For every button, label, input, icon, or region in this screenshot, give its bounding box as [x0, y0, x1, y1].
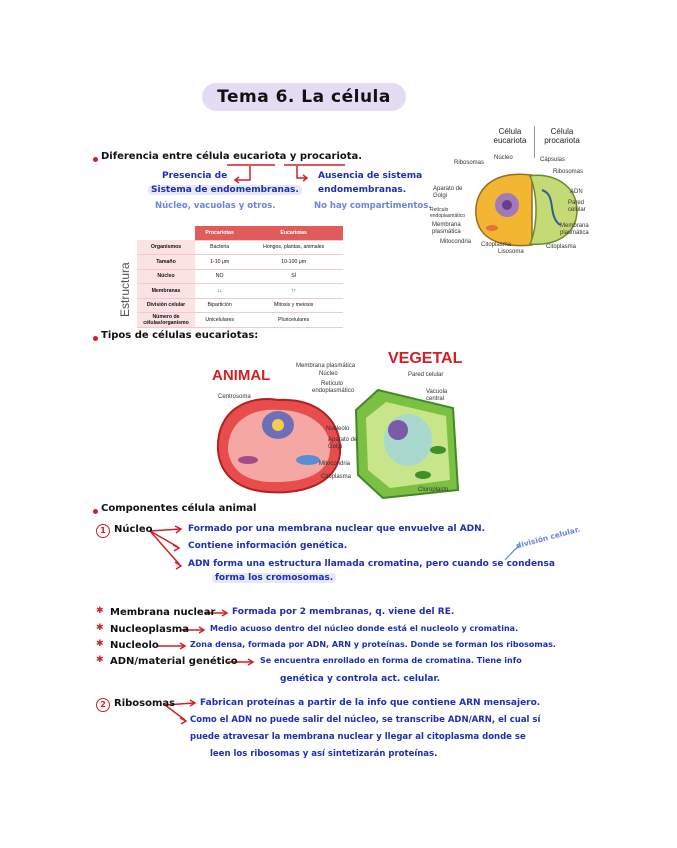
- table-header-eu: Eucariotas: [244, 226, 343, 240]
- section1-heading: Diferencia entre célula eucariota y procariota.: [101, 151, 363, 162]
- table-header-pro: Procariotas: [195, 226, 244, 240]
- label-centrosoma: Centrosoma: [218, 394, 251, 400]
- star-bullet: ✱: [96, 639, 104, 649]
- row-label: Número de células/organismo: [137, 313, 195, 328]
- cell-pro: NO: [195, 269, 244, 284]
- row-label: Tamaño: [137, 255, 195, 270]
- eucariota-note-1: Presencia de: [162, 171, 228, 181]
- procariota-note-1: Ausencia de sistema: [318, 171, 423, 181]
- label-animal: ANIMAL: [212, 367, 271, 384]
- section3-heading: Componentes célula animal: [101, 503, 257, 514]
- label-reticulo-av: Retículo endoplasmático: [312, 381, 355, 394]
- label-membrana: Membrana plasmática: [432, 222, 461, 235]
- col-eucariota: Célula eucariota: [493, 127, 527, 145]
- table-row: [137, 269, 343, 284]
- sub-item-text: Formada por 2 membranas, q. viene del RE.: [232, 607, 455, 617]
- row-label: División celular: [137, 298, 195, 313]
- table-row: [137, 284, 343, 299]
- cell-eu: ↑↑: [244, 284, 343, 299]
- label-nucleo-av: Núcleo: [319, 371, 338, 377]
- label-vegetal: VEGETAL: [388, 350, 463, 367]
- label-citoplasma-pro: Citoplasma: [546, 244, 577, 250]
- label-vacuola: Vacuola central: [426, 389, 448, 402]
- row-label: Organismos: [137, 240, 195, 255]
- procariota-note-3: No hay compartimentos.: [314, 201, 432, 211]
- label-golgi: Aparato de Golgi: [433, 186, 463, 199]
- animal-vegetal-figure: [208, 350, 468, 500]
- table-row: [137, 298, 343, 313]
- label-citoplasma: Citoplasma: [481, 242, 512, 248]
- label-nucleo: Núcleo: [494, 155, 513, 161]
- sub-item-text: Se encuentra enrollado en forma de cromatina. Tiene info: [260, 656, 522, 665]
- cell-pro: Bacteria: [195, 240, 244, 255]
- label-lisosoma: Lisosoma: [498, 249, 524, 255]
- item1-label: Núcleo: [114, 524, 153, 535]
- label-adn: ADN: [570, 189, 583, 195]
- row-label: Núcleo: [137, 269, 195, 284]
- label-pared-celular: Pared celular: [408, 372, 444, 378]
- section2-heading: Tipos de células eucariotas:: [101, 330, 259, 341]
- number-badge-1: 1: [96, 524, 110, 538]
- eucariota-note-3: Núcleo, vacuolas y otros.: [155, 201, 276, 211]
- cell-illustration: [472, 170, 582, 250]
- table-row: [137, 255, 343, 270]
- cell-pro: 1-10 μm: [195, 255, 244, 270]
- item2-line2: Como el ADN no puede salir del núcleo, se transcribe ADN/ARN, el cual sí: [190, 715, 541, 725]
- eu-pro-diagram: [430, 122, 600, 262]
- item1-line3: ADN forma una estructura llamada cromatina, pero cuando se condensa: [188, 559, 555, 569]
- estructura-text: Estructura: [118, 262, 132, 317]
- sub-item-text: Medio acuoso dentro del núcleo donde está el nucleolo y cromatina.: [210, 624, 519, 633]
- cell-pro: Bipartición: [195, 298, 244, 313]
- procariota-note-2: endomembranas.: [318, 185, 407, 195]
- label-nucleolo: Nucleolo: [326, 426, 350, 432]
- label-ribosomas: Ribosomas: [454, 160, 485, 166]
- label-mitocondria: Mitocondria: [440, 239, 472, 245]
- item2-line4: leen los ribosomas y así sintetizarán proteínas.: [210, 749, 438, 759]
- cell-eu: Pluricelulares: [244, 313, 343, 328]
- label-ribosomas-pro: Ribosomas: [553, 169, 584, 175]
- number-badge-2: 2: [96, 698, 110, 712]
- label-golgi-av: Aparato de Golgi: [328, 437, 358, 450]
- label-membrana-plasmatica: Membrana plasmática: [296, 363, 356, 369]
- sub-item-label: ADN/material genético: [110, 656, 238, 667]
- side-note: división celular.: [514, 524, 582, 551]
- item1-line4: forma los cromosomas.: [212, 573, 336, 583]
- adn-line2: genética y controla act. celular.: [280, 674, 441, 684]
- item2-label: Ribosomas: [114, 698, 176, 709]
- cell-eu: 10-100 μm: [244, 255, 343, 270]
- table-header-row: [137, 226, 343, 240]
- label-reticulo: Retículo endoplasmático: [430, 207, 466, 219]
- sub-item-label: Nucleoplasma: [110, 624, 189, 635]
- comparison-table: [137, 226, 343, 328]
- table-header-blank: [137, 226, 195, 240]
- item2-line1: Fabrican proteínas a partir de la info que contiene ARN mensajero.: [200, 698, 541, 708]
- label-cloroplasto: Cloroplasto: [418, 487, 449, 493]
- label-pared: Pared celular: [568, 200, 586, 213]
- label-capsulas: Cápsulas: [540, 157, 566, 163]
- estructura-side-label: [116, 238, 134, 320]
- sub-item-text: Zona densa, formada por ADN, ARN y proteínas. Donde se forman los ribosomas.: [190, 640, 556, 649]
- eucariota-note-2: Sistema de endomembranas.: [148, 185, 302, 195]
- col-divider: [534, 126, 535, 158]
- label-mitocondria-av: Mitocondria: [319, 461, 351, 467]
- sub-item-label: Membrana nuclear: [110, 607, 216, 618]
- label-citoplasma-av: Citoplasma: [321, 474, 352, 480]
- sub-item-label: Nucleolo: [110, 640, 159, 651]
- item1-line1: Formado por una membrana nuclear que envuelve al ADN.: [188, 524, 486, 534]
- item2-line3: puede atravesar la membrana nuclear y llegar al citoplasma donde se: [190, 732, 526, 742]
- star-bullet: ✱: [96, 606, 104, 616]
- table-row: [137, 240, 343, 255]
- col-procariota: Célula procariota: [544, 127, 580, 145]
- label-membrana-pro: Membrana plasmática: [560, 223, 589, 236]
- cell-pro: Unicelulares: [195, 313, 244, 328]
- table-row: [137, 313, 343, 328]
- page-title: Tema 6. La célula: [217, 87, 391, 107]
- row-label: Membranas: [137, 284, 195, 299]
- cell-eu: Mitosis y meiosis: [244, 298, 343, 313]
- star-bullet: ✱: [96, 623, 104, 633]
- bullet-dot: [93, 336, 98, 341]
- star-bullet: ✱: [96, 655, 104, 665]
- cell-pro: ↓↓: [195, 284, 244, 299]
- cell-eu: SÍ: [244, 269, 343, 284]
- item1-line2: Contiene información genética.: [188, 541, 348, 551]
- bullet-dot: [93, 509, 98, 514]
- cell-eu: Hongos, plantas, animales: [244, 240, 343, 255]
